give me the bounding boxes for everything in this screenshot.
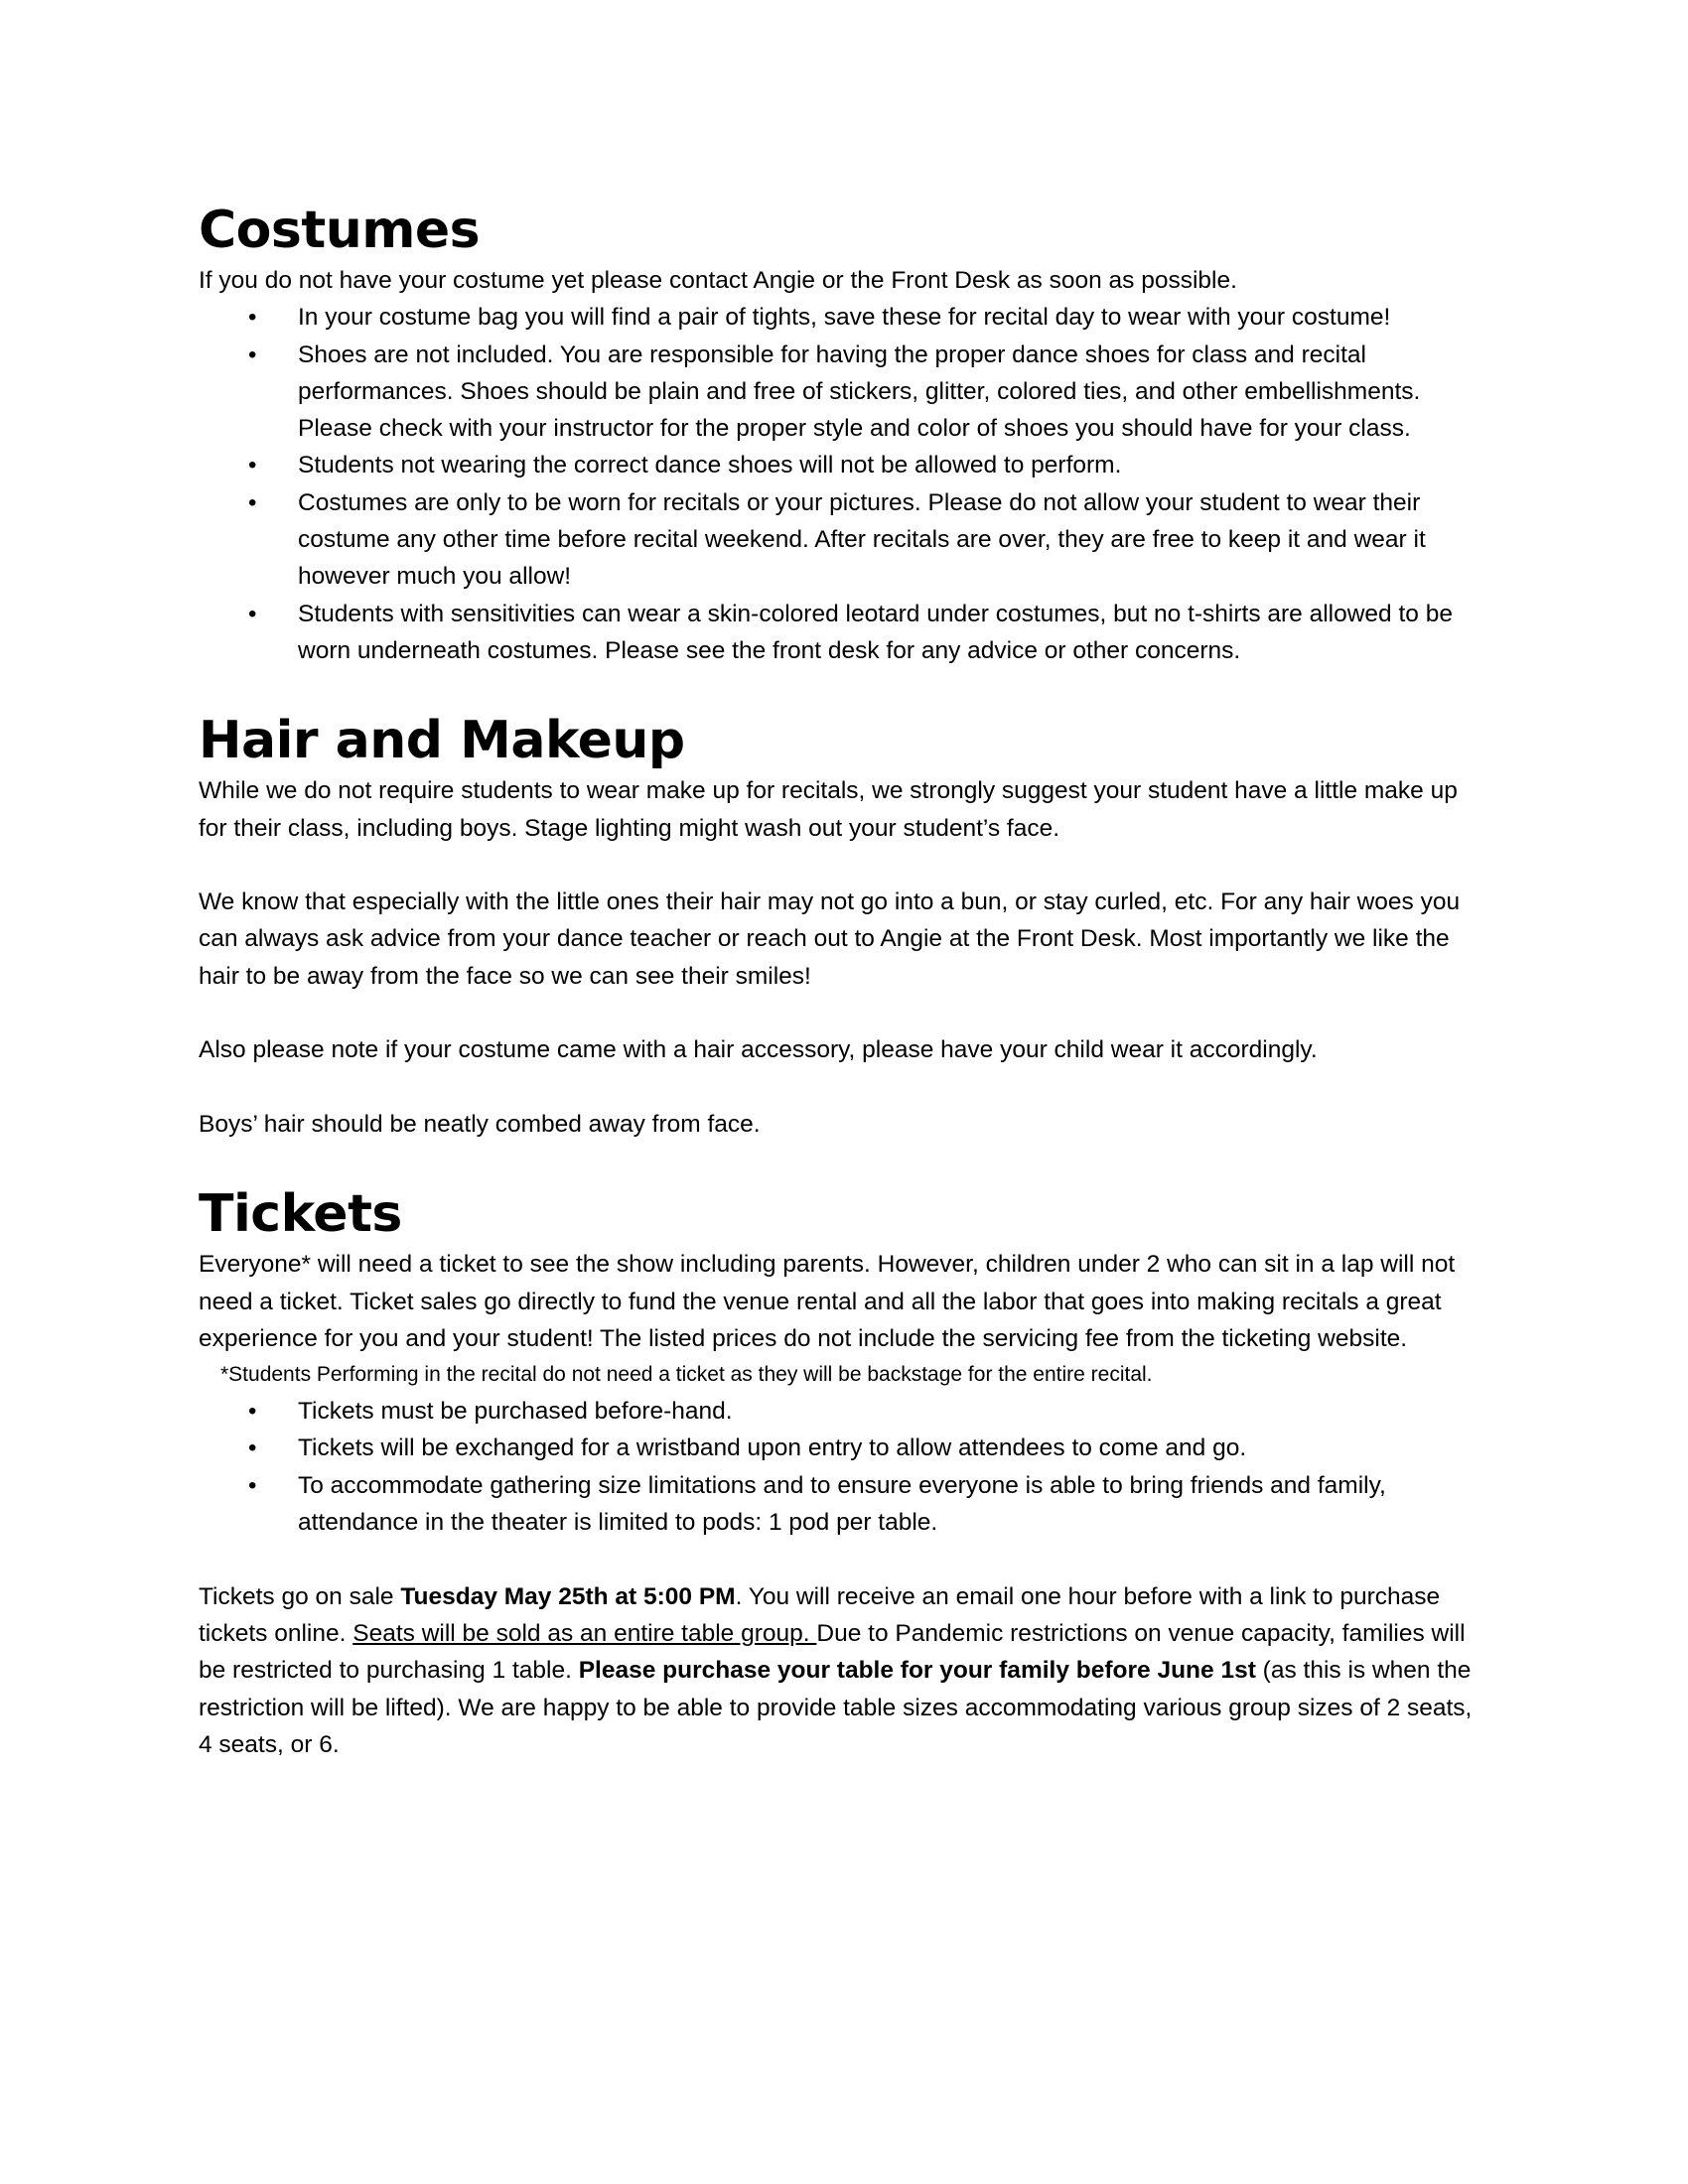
bullet-icon: • bbox=[248, 304, 257, 332]
tickets-intro: Everyone* will need a ticket to see the show including parents. However, children under 2 who can sit in a lap will not need a ticket. Ticket sales go directly to fund the venue rental and all the labor that goes into making recitals a great experience for you and your student! The listed prices do not include the servicing fee from the ticketing website. bbox=[199, 1251, 1456, 1352]
bullet-icon: • bbox=[248, 1471, 257, 1499]
hair-paragraph: Also please note if your costume came with a hair accessory, please have your child wear it accordingly. bbox=[199, 1036, 1318, 1064]
tickets-sale-info: Tickets go on sale Tuesday May 25th at 5:00 PM. You will receive an email one hour before with a link to purchase tickets online. Seats will be sold as an entire table group. Due to Pandemic restrictions on venue capacity, families will be restricted to purchasing 1 table. Please purchase your table for your family before June 1st (as this is when the restriction will be lifted). We are happy to be able to provide table sizes accommodating various group sizes of 2 seats, 4 seats, or 6. bbox=[199, 1582, 1473, 1758]
sale-date: Tuesday May 25th at 5:00 PM bbox=[400, 1582, 736, 1610]
costumes-intro: If you do not have your costume yet please contact Angie or the Front Desk as soon as possible. bbox=[199, 267, 1237, 294]
document-content bbox=[199, 199, 1489, 1763]
hair-makeup-heading: Hair and Makeup bbox=[199, 711, 685, 771]
hair-paragraph: Boys’ hair should be neatly combed away from face. bbox=[199, 1110, 761, 1138]
bullet-icon: • bbox=[248, 1434, 257, 1462]
hair-paragraph: We know that especially with the little ones their hair may not go into a bun, or stay curled, etc. For any hair woes you can always ask advice from your dance teacher or reach out to Angie at the Front Desk. Most importantly we like the hair to be away from the face so we can see their smiles! bbox=[199, 888, 1461, 990]
list-item: • Tickets will be exchanged for a wristband upon entry to allow attendees to come and go. bbox=[199, 1430, 1489, 1466]
list-item: • In your costume bag you will find a pair of tights, save these for recital day to wear with your costume! bbox=[199, 299, 1489, 336]
table-group-note: Seats will be sold as an entire table group. bbox=[352, 1619, 817, 1647]
bullet-icon: • bbox=[248, 488, 257, 516]
costumes-heading: Costumes bbox=[199, 201, 481, 260]
list-item: • Students not wearing the correct dance shoes will not be allowed to perform. bbox=[199, 447, 1489, 483]
tickets-heading: Tickets bbox=[199, 1184, 402, 1245]
bullet-icon: • bbox=[248, 1398, 257, 1426]
list-item: • Tickets must be purchased before-hand. bbox=[199, 1393, 1489, 1430]
tickets-footnote: *Students Performing in the recital do not need a ticket as they will be backstage for the entire recital. bbox=[220, 1363, 1153, 1387]
bullet-icon: • bbox=[248, 452, 257, 479]
hair-paragraph: While we do not require students to wear make up for recitals, we strongly suggest your student have a little make up for their class, including boys. Stage lighting might wash out your student’s face. bbox=[199, 777, 1458, 842]
bullet-icon: • bbox=[248, 341, 257, 368]
list-item: • Students with sensitivities can wear a skin-colored leotard under costumes, but no t-shirts are allowed to be worn underneath costumes. Please see the front desk for any advice or other concerns. bbox=[199, 596, 1489, 670]
list-item: • Costumes are only to be worn for recitals or your pictures. Please do not allow your student to wear their costume any other time before recital weekend. After recitals are over, they are free to keep it and wear it however much you allow! bbox=[199, 484, 1489, 596]
bullet-icon: • bbox=[248, 600, 257, 627]
tickets-list bbox=[199, 1393, 1489, 1541]
costumes-list bbox=[199, 299, 1489, 669]
list-item: • To accommodate gathering size limitations and to ensure everyone is able to bring friends and family, attendance in the theater is limited to pods: 1 pod per table. bbox=[199, 1467, 1489, 1542]
purchase-deadline: Please purchase your table for your family before June 1st bbox=[578, 1657, 1256, 1685]
list-item: • Shoes are not included. You are responsible for having the proper dance shoes for class and recital performances. Shoes should be plain and free of stickers, glitter, colored ties, and other embellishments. Please check with your instructor for the proper style and color of shoes you should have for your class. bbox=[199, 337, 1489, 448]
